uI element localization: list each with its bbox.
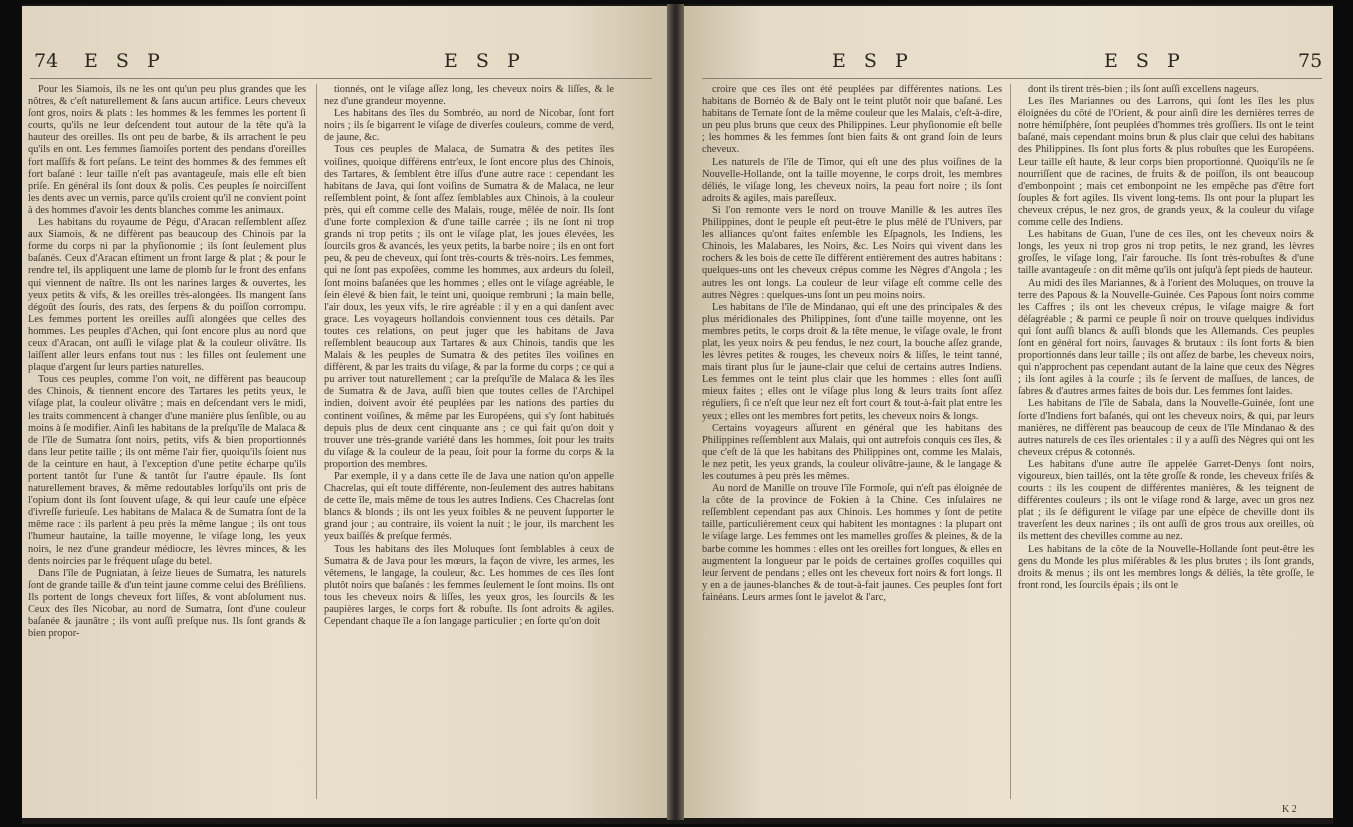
paragraph: Les habitans de Guan, l'une de ces îles, ont les cheveux noirs & longs, les yeux ni trop gros ni trop petits, le nez grand, les lèvres groſſes, le viſage long, l'air farouche. Ils ſont très-robuſtes & d'une taille avantageuſe : on dit même qu'ils ont juſqu'à ſept pieds de hauteur.: [1018, 229, 1314, 277]
running-head: E S P: [832, 50, 914, 72]
paragraph: Les naturels de l'île de Timor, qui eſt une des plus voiſines de la Nouvelle-Hollande, ont la taille moyenne, le corps droit, les membres déliés, le viſage long, les cheveux noirs, la peau fort noire ; ils ſont adroits & agiles, mais pareſſeux.: [702, 156, 1002, 204]
header-rule: [30, 78, 652, 79]
text-column-1: [28, 84, 306, 804]
paragraph: Tous ces peuples, comme l'on voit, ne diffèrent pas beaucoup des Chinois, & tiennent encore des Tartares les petits yeux, le viſage plat, la couleur olivâtre ; mais en deſcendant vers le midi, les traits commencent à changer d'une manière plus ſenſible, ou au moins à ſe modifier. Ainſi les habitans de la preſqu'île de Malaca & de l'île de Sumatra ſont noirs, petits, vifs & bien proportionnés dans leur petite taille ; ils ont même l'air fier, quoiqu'ils ſoient nus de la ceinture en haut, à l'exception d'une petite écharpe qu'ils portent tantôt ſur l'une & tantôt ſur l'autre épaule. Ils ſont naturellement braves, & même redoutables lorſqu'ils ont pris de l'opium dont ils ſont ſouvent uſage, & qui leur cauſe une eſpèce d'ivreſſe furieuſe. Les habitans de Malaca & de Sumatra ſont de la même race : ils parlent à peu près la même langue ; ils ont tous l'humeur hautaine, la taille moyenne, le viſage long, les yeux noirs, le nez d'une grandeur médiocre, les lèvres minces, & les dents noircies par le fréquent uſage du betel.: [28, 374, 306, 567]
paragraph: Les îles Mariannes ou des Larrons, qui ſont les îles les plus éloignées du côté de l'Orient, & pour ainſi dire les dernières terres de notre hémiſphère, ſont peuplées d'hommes très groſſiers. Ils ont le teint baſané, mais cependant moins brun & plus clair que celui des habitans des Philippines. Ils ſont plus forts & plus robuſtes que les Européens. Leur taille eſt haute, & leur corps bien proportionné. Quoiqu'ils ne ſe nourriſſent que de racines, de fruits & de poiſſon, ils ont beaucoup d'embonpoint ; mais cet embonpoint ne les empêche pas d'être fort ſouples & fort agiles. Ils vivent long-tems. Ils ont pour la plupart les cheveux crépus, le nez gros, de grands yeux, & la couleur du viſage comme celle des Indiens.: [1018, 96, 1314, 229]
paragraph: Les habitans d'une autre île appelée Garret-Denys ſont noirs, vigoureux, bien taillés, ont la tête groſſe & ronde, les cheveux friſés & courts : ils les coupent de différentes manières, & les teignent de différentes couleurs ; ils ont le viſage rond & large, avec un gros nez plat ; ils ſe défigurent le viſage par une eſpèce de cheville dont ils traverſent les deux narines ; ils ont auſſi de gros trous aux oreilles, où ils mettent des chevilles comme au nez.: [1018, 458, 1314, 543]
page-number: 75: [1298, 50, 1323, 72]
paragraph: Les habitans de l'île de Mindanao, qui eſt une des principales & des plus méridionales des Philippines, ſont d'une taille moyenne, ont les membres petits, le corps droit & la tête menue, le viſage ovale, le front plat, les yeux noirs & peu fendus, le nez court, la bouche aſſez grande, les lèvres petites & rouges, les cheveux noirs & liſſes, le teint tanné, mais tirant plus ſur le jaune-clair que celui de certains autres Indiens. Les femmes ont le teint plus clair que les hommes : elles ſont auſſi mieux faites ; elles ont le viſage plus long & leurs traits ſont aſſez réguliers, ſi ce n'eſt que leur nez eſt fort court & tout-à-fait plat entre les yeux ; elles ont les membres fort petits, les cheveux noirs & longs.: [702, 301, 1002, 422]
paragraph: tionnés, ont le viſage aſſez long, les cheveux noirs & liſſes, & le nez d'une grandeur moyenne.: [324, 84, 614, 108]
paragraph: Les habitans de l'île de Sabala, dans la Nouvelle-Guinée, ſont une ſorte d'Indiens fort baſanés, qui ont les cheveux noirs, & qui, par leurs manières, ne diffèrent pas beaucoup de ceux de l'île Mindanao & des autres naturels de ces îles orientales : il y a auſſi des Nègres qui ont les cheveux crépus & cotonnés.: [1018, 398, 1314, 458]
book-spread: [22, 4, 1333, 824]
header-rule: [702, 78, 1322, 79]
paragraph: Au nord de Manille on trouve l'île Formoſe, qui n'eſt pas éloignée de la côte de la province de Fokien à la Chine. Ces inſulaires ne reſſemblent cependant pas aux Chinois. Les hommes y ſont de petite taille, particulièrement ceux qui habitent les montagnes : la plupart ont le viſage large. Les femmes ont les mamelles groſſes & pleines, & de la barbe comme les hommes : elles ont les oreilles fort longues, & elles en augmentent la longueur par le poids de certaines groſſes coquilles qui leur ſervent de pendans ; elles ont les cheveux fort noirs & fort longs. Il y en a de jaunes-blanches & de tout-à-fait jaunes. Ces peuples ſont fort fainéans. Leurs armes ſont le javelot & l'arc,: [702, 483, 1002, 603]
running-head: E S P: [444, 50, 526, 72]
paragraph: Par exemple, il y a dans cette île de Java une nation qu'on appelle Chacrelas, qui eſt toute différente, non-ſeulement des autres habitans de cette île, mais même de tous les autres Indiens. Ces Chacrelas ſont blancs & blonds ; ils ont les yeux foibles & ne peuvent ſupporter le grand jour ; au contraire, ils voient la nuit ; le jour, ils marchent les yeux baiſſés & preſque fermés.: [324, 471, 614, 543]
running-head: E S P: [84, 50, 166, 72]
text-column-1: [702, 84, 1002, 804]
text-column-2: [324, 84, 614, 804]
paragraph: Dans l'île de Pugniatan, à ſeize lieues de Sumatra, les naturels ſont de grande taille & d'un teint jaune comme celui des Bréſiliens. Ils portent de longs cheveux fort liſſes, & vont abſolument nus. Ceux des îles Nicobar, au nord de Sumatra, ſont d'une couleur baſanée & jaunâtre ; ils vont auſſi preſque nus. Ils ſont grands & bien propor-: [28, 567, 306, 640]
book-gutter: [667, 4, 684, 820]
left-page: [22, 6, 667, 818]
paragraph: Si l'on remonte vers le nord on trouve Manille & les autres îles Philippines, dont le peuple eſt peut-être le plus mêlé de l'Univers, par les alliances qu'ont faites enſemble les Eſpagnols, les Indiens, les Chinois, les Malabares, les Noirs, &c. Les Noirs qui vivent dans les rochers & les bois de cette île diffèrent entièrement des autres habitans : quelques-uns ont les cheveux crépus comme les Nègres d'Angola ; les autres les ont longs. La couleur de leur viſage eſt comme celle des autres Nègres : quelques-uns ſont un peu moins noirs.: [702, 204, 1002, 301]
text-column-2: [1018, 84, 1314, 804]
signature-mark: K 2: [1282, 804, 1297, 815]
paragraph: Les habitans de la côte de la Nouvelle-Hollande ſont peut-être les gens du Monde les plus miſérables & les plus brutes ; ils ſont grands, droits & menus ; ils ont les membres longs & déliés, la tête groſſe, le front rond, les ſourcils épais ; ils ont le: [1018, 543, 1314, 591]
paragraph: Tous les habitans des îles Moluques ſont ſemblables à ceux de Sumatra & de Java pour les mœurs, la façon de vivre, les armes, les vêtemens, le langage, la couleur, &c. Les hommes de ces îles ſont plutôt noirs que baſanés : les femmes ſeulement le ſont moins. Ils ont tous les cheveux noirs & liſſes, les yeux gros, les ſourcils & les paupières larges, le corps fort & robuſte. Ils ſont adroits & agiles. Cependant chaque île a ſon langage particulier ; en ſorte qu'on doit: [324, 543, 614, 628]
column-divider: [316, 84, 317, 799]
paragraph: Pour les Siamois, ils ne les ont qu'un peu plus grandes que les nôtres, & c'eſt naturellement & ſans aucun artifice. Leurs cheveux ſont gros, noirs & plats : les hommes & les femmes les portent ſi courts, qu'ils ne leur deſcendent tout autour de la tête qu'à la hauteur des oreilles. Ils ont peu de barbe, & ils arrachent le peu qu'ils en ont. Les femmes ſiamoiſes portent des pendans d'oreilles fort maſſifs & fort peſans. Le teint des hommes & des femmes eſt fort baſané : leur taille n'eſt pas avantageuſe, mais elle eſt bien priſe. En général ils ſont doux & polis. Ces peuples ſe noirciſſent les dents avec un vernis, parce qu'ils croient qu'il ne convient point à des hommes d'avoir les dents blanches comme les animaux.: [28, 84, 306, 216]
paragraph: Tous ces peuples de Malaca, de Sumatra & des petites îles voiſines, quoique différens entr'eux, le ſont encore plus des Chinois, des Tartares, & ſemblent être iſſus d'une autre race : cependant les habitans de Java, qui ſont voiſins de Sumatra & de Malaca, ne leur reſſemblent point, & ſont aſſez ſemblables aux Chinois, à la couleur près, qui eſt comme celle des Malais, rouge, mêlée de noir. Ils ſont d'une forte complexion & d'une taille carrée ; ils ne ſont ni trop grands ni trop petits ; ils ont le viſage plat, les joues élevées, les ſourcils gros & avancés, les yeux petits, la barbe noire ; ils en ont fort peu, & peu de cheveux, qui ſont très-courts & très-noirs. Les femmes, qui ne ſont pas expoſées, comme les hommes, aux ardeurs du ſoleil, ſont moins baſanées que les hommes ; elles ont le viſage agréable, le ſein élevé & bien fait, le teint uni, quoique rembruni ; la main belle, l'air doux, les yeux vifs, le rire agréable : il y en a qui danſent avec grace. Les voyageurs hollandois conviennent tous ces détails. Par toutes ces relations, on peut juger que les habitans de Java reſſemblent beaucoup aux Tartares & aux Chinois, tandis que les Malais & les peuples de Sumatra & des petites îles voiſines en diffèrent, & par les traits du viſage, & par la forme du corps ; ce qui a pu arriver tout naturellement ; car la preſqu'île de Malaca & les îles de Sumatra & de Java, auſſi bien que toutes celles de l'Archipel indien, doivent avoir été peuplées par les nations des parties du continent voiſines, & même par les Européens, qui s'y ſont habitués depuis plus de deux cent cinquante ans ; ce qui fait qu'on doit y trouver une très-grande variété dans les hommes, ſoit pour les traits du viſage & la couleur de la peau, ſoit pour la forme du corps & la proportion des membres.: [324, 144, 614, 470]
paragraph: croire que ces îles ont été peuplées par différentes nations. Les habitans de Bornéo & de Baly ont le teint plutôt noir que baſané. Les habitans de Ternate ſont de la même couleur que les Malais, c'eſt-à-dire, un peu plus bruns que ceux des Philippines. Leur phyſionomie eſt belle ; les hommes & les femmes ſont bien faits & ont grand ſoin de leurs cheveux.: [702, 84, 1002, 156]
running-head: E S P: [1104, 50, 1186, 72]
paragraph: Les habitans du royaume de Pégu, d'Aracan reſſemblent aſſez aux Siamois, & ne diffèrent pas beaucoup des Chinois par la forme du corps ni par la phyſionomie ; ils ſont ſeulement plus baſanés. Ceux d'Aracan eſtiment un front large & plat ; & pour le rendre tel, ils appliquent une lame de plomb ſur le front des enfans qui viennent de naître. Ils ont les narines larges & ouvertes, les yeux petits & vifs, & les oreilles très-alongées. Ils mangent ſans dégoût des ſouris, des rats, des ſerpens & du poiſſon corrompu. Les femmes portent les oreilles auſſi alongées que celles des hommes. Les peuples d'Achen, qui ſont encore plus au nord que ceux d'Aracan, ont auſſi le viſage plat & la couleur olivâtre. Ils laiſſent aller leurs enfans tout nus : les filles ont ſeulement une plaque d'argent ſur leurs parties naturelles.: [28, 217, 306, 374]
paragraph: Les habitans des îles du Sombréo, au nord de Nicobar, ſont fort noirs ; ils ſe bigarrent le viſage de diverſes couleurs, comme de verd, de jaune, &c.: [324, 108, 614, 144]
page-number: 74: [34, 50, 59, 72]
column-divider: [1010, 84, 1011, 799]
paragraph: Certains voyageurs aſſurent en général que les habitans des Philippines reſſemblent aux Malais, qui ont autrefois conquis ces îles, & que c'eſt de là que les habitans des Philippines ont, comme les Malais, le nez petit, les yeux grands, la couleur olivâtre-jaune, & le langage & les coutumes à peu près les mêmes.: [702, 422, 1002, 482]
paragraph: Au midi des îles Mariannes, & à l'orient des Moluques, on trouve la terre des Papous & la Nouvelle-Guinée. Ces Papous ſont noirs comme les Caffres ; ils ont les cheveux crépus, le viſage maigre & fort déſagréable ; & parmi ce peuple ſi noir on trouve quelques individus qui ſont auſſi blancs & auſſi blonds que les Allemands. Ces peuples ſont en général fort noirs, ſauvages & brutaux : ils ſont forts & bien proportionnés dans leur taille ; ils ont aſſez de barbe, les cheveux noirs, qui n'approchent pas cependant autant de la laine que ceux des Nègres ; ils ſont agiles à la courſe ; ils ſe ſervent de maſſues, de lances, de ſabres & d'autres armes faites de bois dur. Les femmes ſont laides.: [1018, 277, 1314, 398]
paragraph: dont ils tirent très-bien ; ils ſont auſſi excellens nageurs.: [1028, 84, 1259, 95]
right-page: [684, 6, 1333, 818]
